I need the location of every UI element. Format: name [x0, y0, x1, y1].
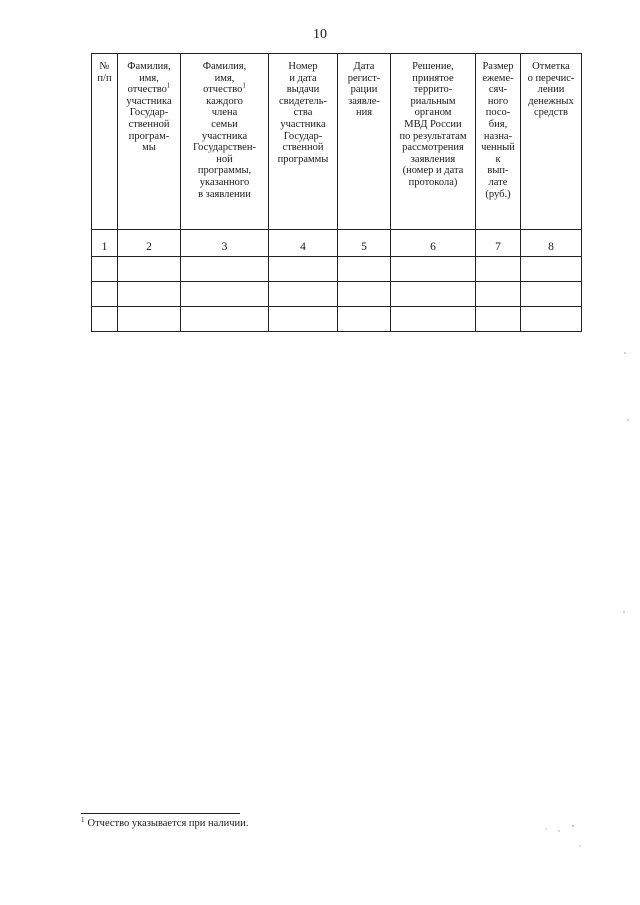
footnote-ref: 1: [242, 81, 246, 90]
header-cell-6: Решение, принятое террито- риальным органом МВД России по результатам рассмотрения заявления (номер и дата протокола): [391, 54, 476, 230]
footnote-ref: 1: [166, 81, 171, 90]
scan-speck: [627, 419, 628, 420]
column-number: 7: [476, 230, 521, 257]
scan-speck: [572, 825, 574, 827]
scan-speck: [624, 352, 626, 354]
header-cell-1: № п/п: [92, 54, 118, 230]
header-cell-8: Отметка о перечис- лении денежных средств: [521, 54, 582, 230]
header-cell-7: Размер ежеме- сяч- ного посо- бия, назна- ченный к вып- лате (руб.): [476, 54, 521, 230]
header-cell-2: Фамилия, имя, отчество$^1$ участника Государ- ственной програм- мы: [118, 54, 181, 230]
footnote-text: Отчество указывается при наличии.: [87, 818, 249, 829]
header-cell-5: Дата регист- рации заявле- ния: [338, 54, 391, 230]
column-number: 4: [269, 230, 338, 257]
header-cell-4: Номер и дата выдачи свидетель- ства участника Государ- ственной программы: [269, 54, 338, 230]
scan-speck: [623, 611, 624, 612]
column-number: 2: [118, 230, 181, 257]
column-number: 3: [181, 230, 269, 257]
column-number: 8: [521, 230, 582, 257]
scan-speck: [558, 830, 559, 831]
page-number: 10: [313, 27, 327, 42]
column-number: 6: [391, 230, 476, 257]
scan-speck: [545, 828, 546, 829]
header-cell-3: Фамилия, имя, отчество$^1$ каждого члена семьи участника Государствен- ной программы, указанного в заявлении: [181, 54, 269, 230]
column-number: 1: [92, 230, 118, 257]
column-number: 5: [338, 230, 391, 257]
footnote-marker: 1: [81, 815, 85, 824]
scan-speck: [579, 845, 580, 846]
